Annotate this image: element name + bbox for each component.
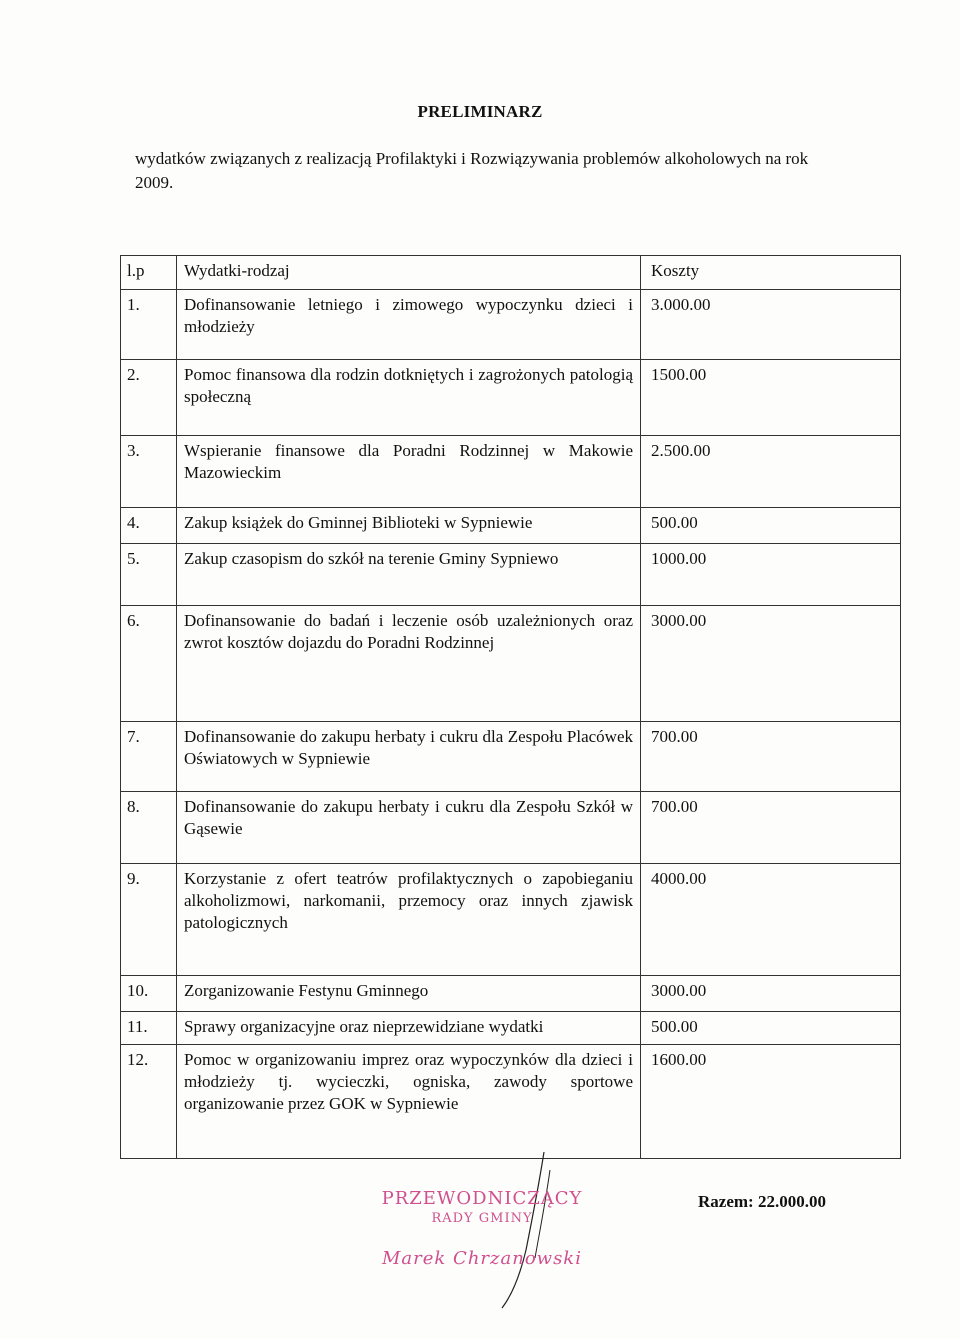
row-number: 10. (121, 976, 177, 1012)
row-description: Zakup czasopism do szkół na terenie Gminy Sypniewo (177, 544, 641, 606)
row-number: 8. (121, 792, 177, 864)
table-row (121, 508, 901, 544)
table-header-row (121, 256, 901, 290)
row-cost: 500.00 (641, 1012, 901, 1045)
row-description: Dofinansowanie letniego i zimowego wypoczynku dzieci i młodzieży (177, 290, 641, 360)
table-row (121, 290, 901, 360)
row-description: Pomoc finansowa dla rodzin dotkniętych i zagrożonych patologią społeczną (177, 360, 641, 436)
row-description: Korzystanie z ofert teatrów profilaktycznych o zapobieganiu alkoholizmowi, narkomanii, przemocy oraz innych zjawisk patologicznych (177, 864, 641, 976)
row-number: 3. (121, 436, 177, 508)
row-cost: 3000.00 (641, 606, 901, 722)
table-row (121, 722, 901, 792)
row-cost: 1600.00 (641, 1045, 901, 1159)
row-number: 1. (121, 290, 177, 360)
row-cost: 3.000.00 (641, 290, 901, 360)
row-number: 6. (121, 606, 177, 722)
row-cost: 2.500.00 (641, 436, 901, 508)
row-cost: 700.00 (641, 722, 901, 792)
stamp-name: Marek Chrzanowski (382, 1248, 582, 1269)
row-number: 5. (121, 544, 177, 606)
row-description: Zakup książek do Gminnej Biblioteki w Sypniewie (177, 508, 641, 544)
row-description: Wspieranie finansowe dla Poradni Rodzinnej w Makowie Mazowieckim (177, 436, 641, 508)
table-row (121, 864, 901, 976)
header-cost: Koszty (641, 256, 901, 290)
row-description: Zorganizowanie Festynu Gminnego (177, 976, 641, 1012)
row-number: 7. (121, 722, 177, 792)
row-number: 2. (121, 360, 177, 436)
row-number: 4. (121, 508, 177, 544)
budget-table (120, 255, 901, 1159)
row-description: Dofinansowanie do zakupu herbaty i cukru dla Zespołu Szkół w Gąsewie (177, 792, 641, 864)
document-subtitle: wydatków związanych z realizacją Profilaktyki i Rozwiązywania problemów alkoholowych na rok 2009. (135, 149, 809, 192)
total-amount: Razem: 22.000.00 (698, 1192, 826, 1211)
header-expense-type: Wydatki-rodzaj (177, 256, 641, 290)
table-row (121, 436, 901, 508)
stamp-title: PRZEWODNICZĄCY (381, 1188, 583, 1209)
row-number: 12. (121, 1045, 177, 1159)
row-cost: 500.00 (641, 508, 901, 544)
row-cost: 3000.00 (641, 976, 901, 1012)
table-row (121, 544, 901, 606)
document-title: PRELIMINARZ (417, 102, 543, 121)
row-cost: 1500.00 (641, 360, 901, 436)
row-cost: 4000.00 (641, 864, 901, 976)
table-row (121, 360, 901, 436)
header-lp: l.p (121, 256, 177, 290)
table-row (121, 976, 901, 1012)
table-row (121, 1012, 901, 1045)
row-description: Dofinansowanie do badań i leczenie osób uzależnionych oraz zwrot kosztów dojazdu do Poradni Rodzinnej (177, 606, 641, 722)
council-chairman-stamp (372, 1188, 592, 1269)
row-description: Pomoc w organizowaniu imprez oraz wypoczynków dla dzieci i młodzieży tj. wycieczki, ogniska, zawody sportowe organizowanie przez GOK w Sypniewie (177, 1045, 641, 1159)
row-number: 9. (121, 864, 177, 976)
table-row (121, 606, 901, 722)
row-description: Dofinansowanie do zakupu herbaty i cukru dla Zespołu Placówek Oświatowych w Sypniewie (177, 722, 641, 792)
stamp-subtitle: RADY GMINY (431, 1211, 533, 1226)
row-description: Sprawy organizacyjne oraz nieprzewidziane wydatki (177, 1012, 641, 1045)
row-cost: 1000.00 (641, 544, 901, 606)
row-cost: 700.00 (641, 792, 901, 864)
table-row (121, 1045, 901, 1159)
table-row (121, 792, 901, 864)
row-number: 11. (121, 1012, 177, 1045)
